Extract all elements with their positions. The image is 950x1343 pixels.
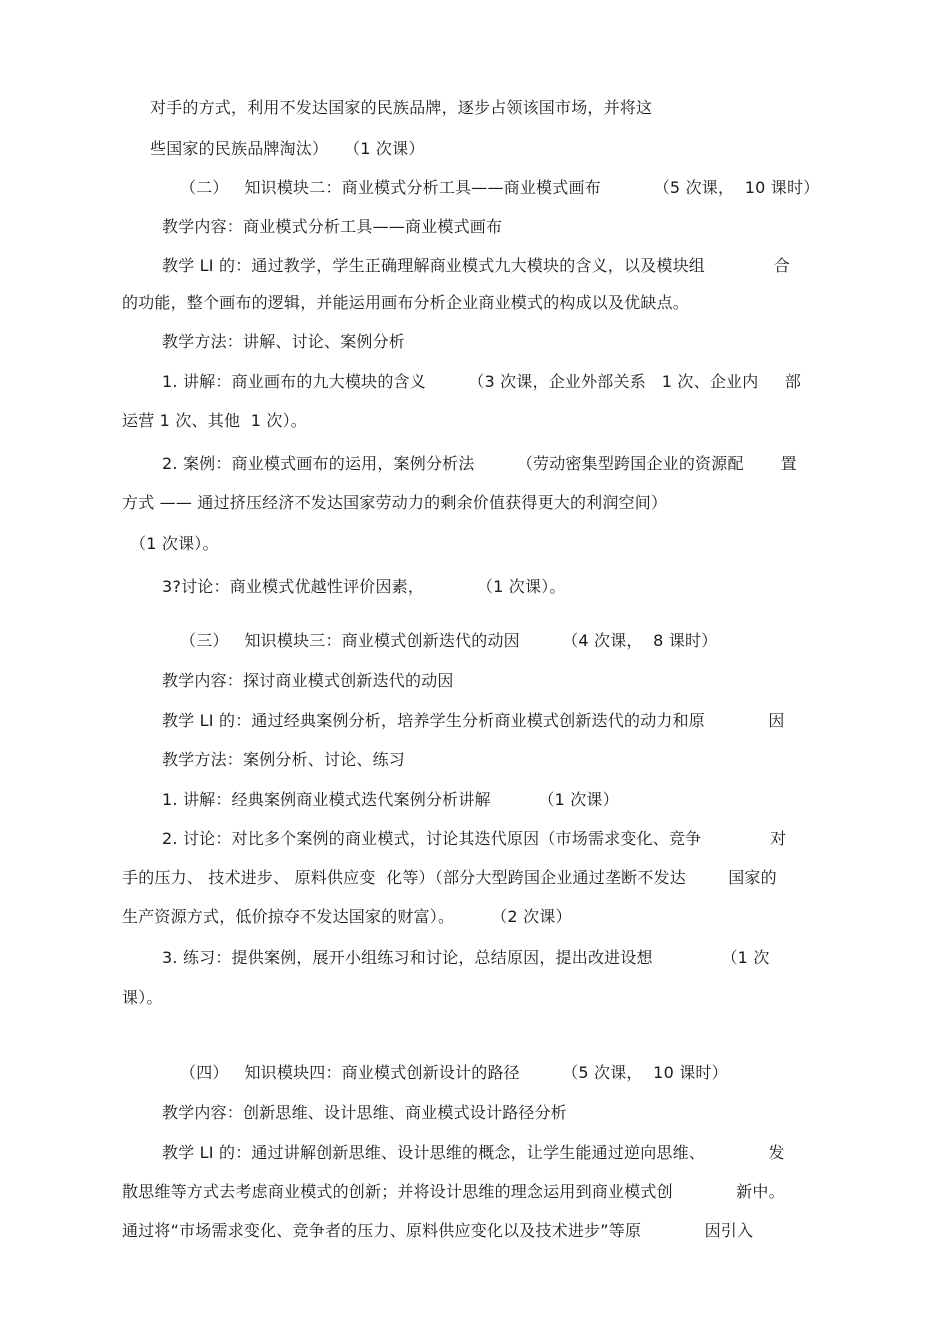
text-line: 对手的方式，利用不发达国家的民族品牌，逐步占领该国市场，并将这: [150, 98, 653, 117]
text-line: 3. 练习：提供案例，展开小组练习和讨论，总结原因，提出改进设想 （1 次: [162, 948, 770, 967]
text-line: 教学 LI 的：通过经典案例分析，培养学生分析商业模式创新迭代的动力和原 因: [162, 711, 785, 730]
text-line: 的功能，整个画布的逻辑，并能运用画布分析企业商业模式的构成以及优缺点。: [122, 293, 690, 312]
text-line: 教学内容：创新思维、设计思维、商业模式设计路径分析: [162, 1103, 568, 1122]
text-line: 课）。: [122, 988, 163, 1007]
text-line: 散思维等方式去考虑商业模式的创新；并将设计思维的理念运用到商业模式创 新中。: [122, 1182, 785, 1201]
section-heading-3: （三） 知识模块三：商业模式创新迭代的动因 （4 次课， 8 课时）: [180, 631, 718, 650]
text-line: 2. 案例：商业模式画布的运用，案例分析法 （劳动密集型跨国企业的资源配 置: [162, 454, 797, 473]
text-line: 1. 讲解：商业画布的九大模块的含义 （3 次课，企业外部关系 1 次、企业内 部: [162, 372, 802, 391]
text-line: （1 次课）。: [130, 534, 219, 553]
text-line: 教学方法：讲解、讨论、案例分析: [162, 332, 406, 351]
text-line: 3?讨论：商业模式优越性评价因素， （1 次课）。: [162, 577, 566, 596]
text-line: 教学内容：探讨商业模式创新迭代的动因: [162, 671, 454, 690]
text-line: 方式 —— 通过挤压经济不发达国家劳动力的剩余价值获得更大的利润空间）: [122, 493, 668, 512]
text-line: 通过将“市场需求变化、竞争者的压力、原料供应变化以及技术进步”等原 因引入: [122, 1221, 754, 1240]
text-line: 教学方法：案例分析、讨论、练习: [162, 750, 406, 769]
section-heading-2: （二） 知识模块二：商业模式分析工具——商业模式画布 （5 次课， 10 课时）: [180, 178, 820, 197]
text-line: 些国家的民族品牌淘汰） （1 次课）: [150, 139, 425, 158]
text-line: 运营 1 次、其他 1 次）。: [122, 411, 307, 430]
text-line: 教学 LI 的：通过讲解创新思维、设计思维的概念，让学生能通过逆向思维、 发: [162, 1143, 785, 1162]
text-line: 1. 讲解：经典案例商业模式迭代案例分析讲解 （1 次课）: [162, 790, 619, 809]
text-line: 生产资源方式，低价掠夺不发达国家的财富）。 （2 次课）: [122, 907, 572, 926]
text-line: 2. 讨论：对比多个案例的商业模式，讨论其迭代原因（市场需求变化、竞争 对: [162, 829, 787, 848]
section-heading-4: （四） 知识模块四：商业模式创新设计的路径 （5 次课， 10 课时）: [180, 1063, 728, 1082]
text-line: 手的压力、 技术进步、 原料供应变 化等）（部分大型跨国企业通过垄断不发达 国家的: [122, 868, 777, 887]
text-line: 教学内容：商业模式分析工具——商业模式画布: [162, 217, 503, 236]
text-line: 教学 LI 的：通过教学，学生正确理解商业模式九大模块的含义，以及模块组 合: [162, 256, 790, 275]
